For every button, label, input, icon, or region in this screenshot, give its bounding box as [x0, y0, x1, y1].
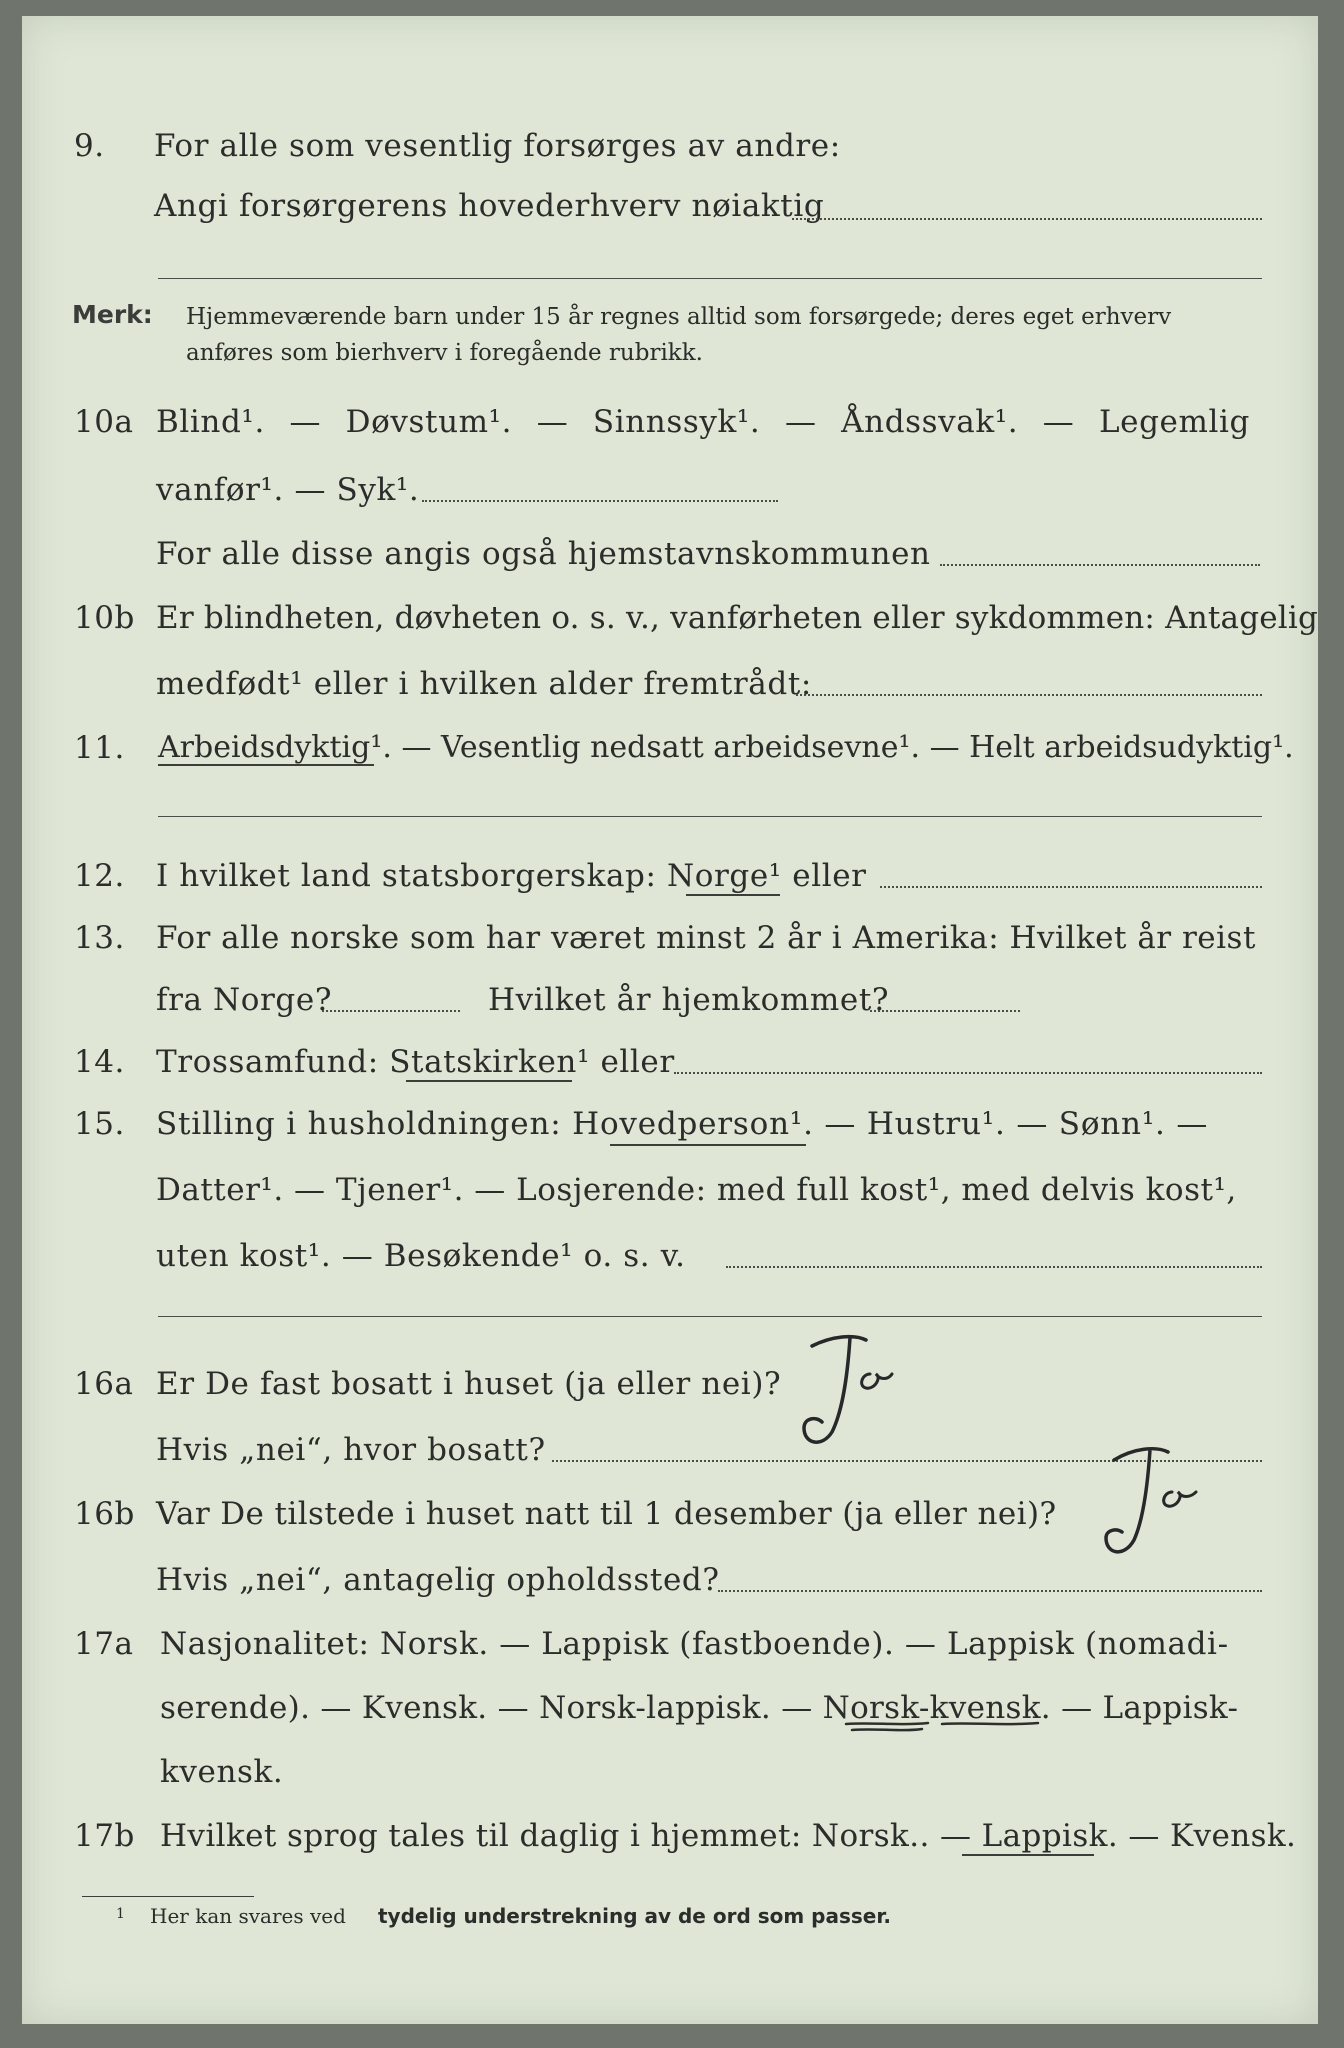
q10a-row3	[22, 524, 1318, 584]
q10b-answer-field[interactable]	[796, 694, 1262, 696]
q17a-row3	[22, 1742, 1318, 1802]
q13-line2a: fra Norge?	[156, 982, 333, 1018]
q10a-opt-andssvak: Åndssvak¹.	[841, 404, 1019, 440]
q15-underline-hovedperson	[610, 1144, 806, 1146]
q10a-dash1: —	[289, 404, 322, 440]
q10a-line1	[156, 392, 1250, 452]
q15-answer-line[interactable]	[158, 1316, 1262, 1317]
q10b-line2: medfødt¹ eller i hvilken alder fremtrådt:	[156, 666, 812, 702]
q12-line1: I hvilket land statsborgerskap: Norge¹ eller	[156, 858, 867, 894]
q15-row	[22, 1094, 1318, 1154]
q14-underline-statskirken	[406, 1080, 572, 1082]
q17b-number: 17b	[74, 1818, 135, 1854]
q10a-dash4: —	[1042, 404, 1075, 440]
q14-row	[22, 1032, 1318, 1092]
q15-row2	[22, 1160, 1318, 1220]
q16b-number: 16b	[74, 1496, 135, 1532]
q10a-dash2: —	[536, 404, 569, 440]
q17a-underline-norsk-kvensk	[842, 1718, 1082, 1738]
q15-answer-field[interactable]	[726, 1266, 1262, 1268]
q10a-syk-field[interactable]	[422, 500, 778, 502]
q13-row	[22, 908, 1318, 968]
q9-line1: For alle som vesentlig forsørges av andre:	[154, 128, 841, 164]
merk-line1: Hjemmeværende barn under 15 år regnes alltid som forsørgede; deres eget erhverv	[186, 304, 1172, 330]
q17a-line1: Nasjonalitet: Norsk. — Lappisk (fastboende). — Lappisk (nomadi-	[160, 1626, 1229, 1662]
q14-number: 14.	[74, 1044, 125, 1080]
q17b-line1: Hvilket sprog tales til daglig i hjemmet: Norsk.. — Lappisk. — Kvensk.	[160, 1818, 1297, 1854]
q9-number: 9.	[74, 128, 105, 164]
footnote-bold-text: tydelig understrekning av de ord som passer.	[378, 1904, 891, 1928]
q13-line2b: Hvilket år hjemkommet?	[488, 982, 890, 1018]
q17b-underline-lappisk	[962, 1854, 1094, 1856]
q10a-opt-dovstum: Døvstum¹.	[345, 404, 513, 440]
q17a-line3: kvensk.	[160, 1754, 284, 1790]
q13-line1: For alle norske som har været minst 2 år i Amerika: Hvilket år reist	[156, 920, 1256, 956]
q13-number: 13.	[74, 920, 125, 956]
q9-answer-line2[interactable]	[158, 278, 1262, 279]
q10b-line1: Er blindheten, døvheten o. s. v., vanførheten eller sykdommen: Antagelig	[156, 600, 1319, 636]
footnote-text: Her kan svares ved	[150, 1904, 346, 1928]
q15-line1: Stilling i husholdningen: Hovedperson¹. — Hustru¹. — Sønn¹. —	[156, 1106, 1209, 1142]
q10a-line3: For alle disse angis også hjemstavnskommunen	[156, 536, 931, 572]
q16b-line1: Var De tilstede i huset natt til 1 desember (ja eller nei)?	[156, 1496, 1057, 1532]
q12-underline-norge	[686, 894, 780, 896]
q17a-row2	[22, 1678, 1318, 1738]
q12-number: 12.	[74, 858, 125, 894]
q15-line3: uten kost¹. — Besøkende¹ o. s. v.	[156, 1238, 686, 1274]
q10a-opt-sinnssyk: Sinnssyk¹.	[592, 404, 761, 440]
q11-line1: Arbeidsdyktig¹. — Vesentlig nedsatt arbeidsevne¹. — Helt arbeidsudyktig¹.	[158, 730, 1294, 765]
q16a-line1: Er De fast bosatt i huset (ja eller nei)?	[156, 1366, 782, 1402]
q17a-number: 17a	[74, 1626, 134, 1662]
q10b-row2	[22, 654, 1318, 714]
q12-row	[22, 846, 1318, 906]
q13-reist-field[interactable]	[322, 1010, 460, 1012]
merk-label: Merk:	[72, 300, 153, 329]
footnote-mark: 1	[116, 1906, 125, 1922]
q10a-line2: vanfør¹. — Syk¹.	[156, 472, 420, 508]
q10a-opt-blind: Blind¹.	[156, 404, 265, 440]
q10a-hjemstavn-field[interactable]	[940, 564, 1260, 566]
q13-hjemkommet-field[interactable]	[870, 1010, 1020, 1012]
q10a-opt-legemlig: Legemlig	[1098, 404, 1250, 440]
q10b-number: 10b	[74, 600, 135, 636]
footnote-rule	[82, 1896, 254, 1897]
q16b-line2: Hvis „nei“, antagelig opholdssted?	[156, 1562, 720, 1598]
q16b-row2	[22, 1550, 1318, 1610]
q11-underline-arbeidsdyktig	[158, 764, 374, 766]
q10a-row	[22, 392, 1318, 452]
q16a-line2: Hvis „nei“, hvor bosatt?	[156, 1432, 546, 1468]
q17b-row	[22, 1806, 1318, 1866]
q15-line2: Datter¹. — Tjener¹. — Losjerende: med full kost¹, med delvis kost¹,	[156, 1172, 1237, 1208]
q17a-row	[22, 1614, 1318, 1674]
q12-answer-field[interactable]	[880, 886, 1262, 888]
q14-answer-field[interactable]	[674, 1072, 1262, 1074]
merk-line2: anføres som bierhverv i foregående rubrikk.	[186, 340, 703, 366]
q9-row	[22, 116, 1318, 176]
q17a-line2: serende). — Kvensk. — Norsk-lappisk. — Norsk-kvensk. — Lappisk-	[160, 1690, 1239, 1726]
q10a-row2	[22, 460, 1318, 520]
q16a-number: 16a	[74, 1366, 134, 1402]
q9-row2	[22, 176, 1318, 236]
q11-number: 11.	[74, 730, 125, 766]
q15-number: 15.	[74, 1106, 125, 1142]
q16b-opholdssted-field[interactable]	[718, 1590, 1262, 1592]
q10b-row	[22, 588, 1318, 648]
q16b-handwritten-ja	[1092, 1440, 1204, 1564]
q10a-dash3: —	[784, 404, 817, 440]
q15-row3	[22, 1226, 1318, 1286]
q9-line2: Angi forsørgerens hovederhverv nøiaktig	[154, 188, 825, 224]
q16a-row	[22, 1354, 1318, 1414]
census-form-page	[22, 16, 1318, 2024]
footnote-bold	[378, 1904, 891, 1928]
q11-answer-line[interactable]	[158, 816, 1262, 817]
q11-row	[22, 718, 1318, 778]
q10a-number: 10a	[74, 404, 134, 440]
q9-answer-field[interactable]	[792, 218, 1262, 220]
q13-row2	[22, 970, 1318, 1030]
q14-line1: Trossamfund: Statskirken¹ eller	[156, 1044, 675, 1080]
